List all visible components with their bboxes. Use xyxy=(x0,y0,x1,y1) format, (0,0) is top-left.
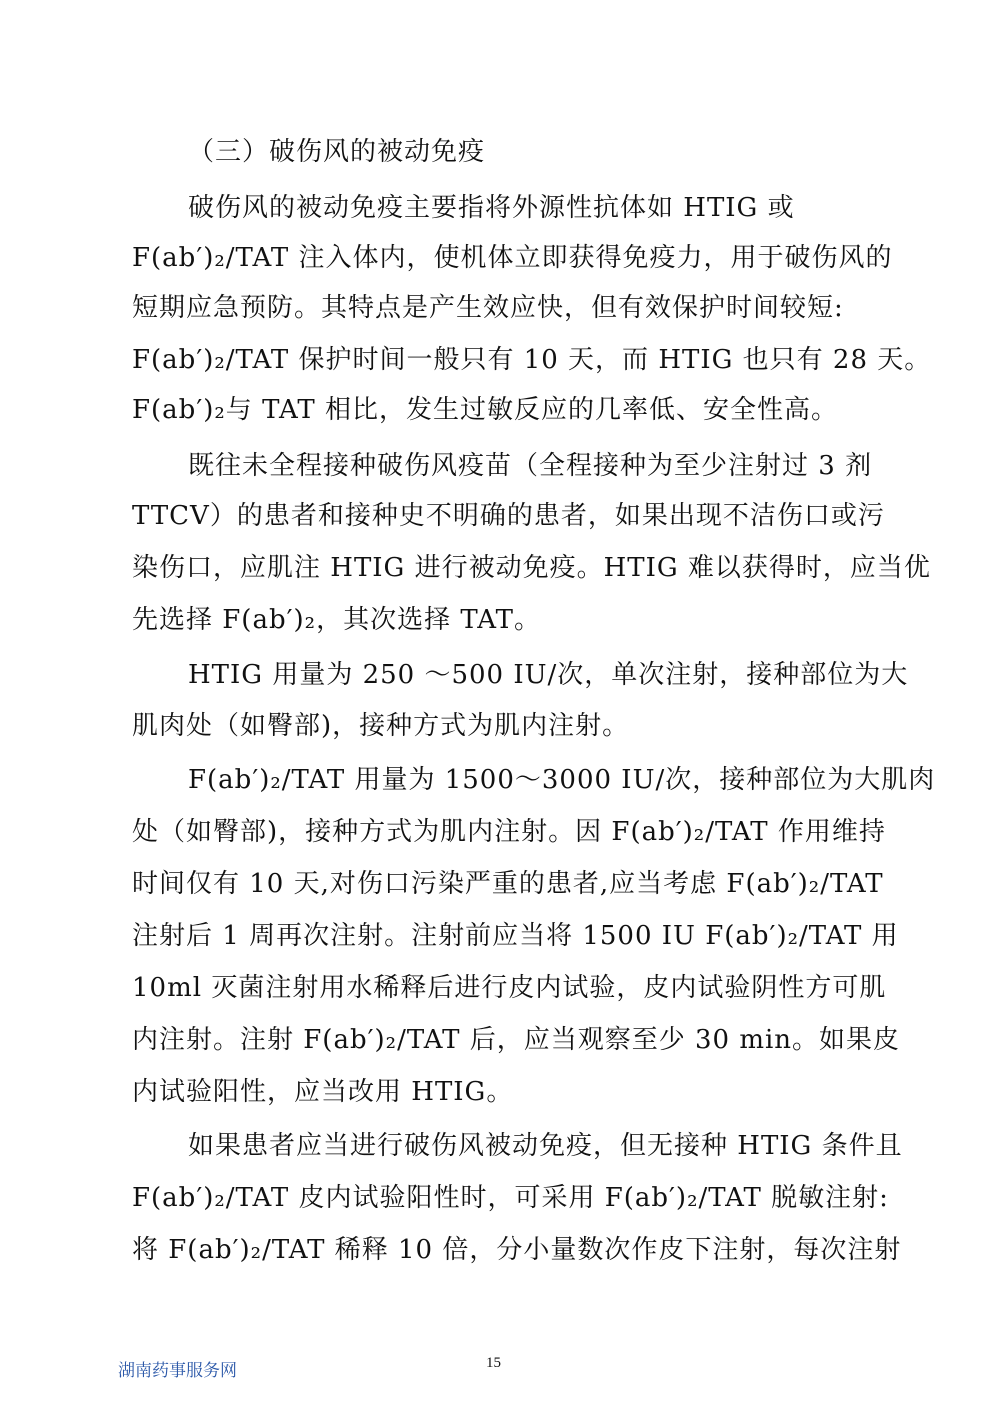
paragraph-line: 注射后 1 周再次注射。注射前应当将 1500 IU F(ab′)₂/TAT 用 xyxy=(132,921,899,951)
paragraph-line: F(ab′)₂/TAT 注入体内，使机体立即获得免疫力，用于破伤风的 xyxy=(132,243,893,273)
paragraph-line: 时间仅有 10 天,对伤口污染严重的患者,应当考虑 F(ab′)₂/TAT xyxy=(132,869,884,899)
paragraph-line: 既往未全程接种破伤风疫苗（全程接种为至少注射过 3 剂 xyxy=(188,451,873,481)
paragraph-line: 短期应急预防。其特点是产生效应快，但有效保护时间较短: xyxy=(132,293,844,323)
footer-site-name[interactable]: 湖南药事服务网 xyxy=(118,1361,237,1381)
paragraph-line: F(ab′)₂/TAT 皮内试验阳性时，可采用 F(ab′)₂/TAT 脱敏注射: xyxy=(132,1183,889,1213)
paragraph-line: 破伤风的被动免疫主要指将外源性抗体如 HTIG 或 xyxy=(188,193,795,223)
paragraph-line: 染伤口，应肌注 HTIG 进行被动免疫。HTIG 难以获得时，应当优 xyxy=(132,553,931,583)
paragraph-line: 处（如臀部)，接种方式为肌内注射。因 F(ab′)₂/TAT 作用维持 xyxy=(132,817,886,847)
paragraph-line: 内注射。注射 F(ab′)₂/TAT 后，应当观察至少 30 min。如果皮 xyxy=(132,1025,901,1055)
paragraph-line: 先选择 F(ab′)₂，其次选择 TAT。 xyxy=(132,605,541,635)
section-heading: （三）破伤风的被动免疫 xyxy=(188,137,486,167)
paragraph-line: F(ab′)₂/TAT 保护时间一般只有 10 天，而 HTIG 也只有 28 天。 xyxy=(132,345,932,375)
paragraph-line: 内试验阳性，应当改用 HTIG。 xyxy=(132,1077,514,1107)
paragraph-line: 肌肉处（如臀部)，接种方式为肌内注射。 xyxy=(132,711,630,741)
page-number: 15 xyxy=(486,1355,501,1371)
paragraph-line: 10ml 灭菌注射用水稀释后进行皮内试验，皮内试验阴性方可肌 xyxy=(132,973,887,1003)
paragraph-line: HTIG 用量为 250 ～500 IU/次，单次注射，接种部位为大 xyxy=(188,660,909,690)
paragraph-line: F(ab′)₂/TAT 用量为 1500～3000 IU/次，接种部位为大肌肉 xyxy=(188,765,936,795)
paragraph-line: TTCV）的患者和接种史不明确的患者，如果出现不洁伤口或污 xyxy=(132,501,885,531)
paragraph-line: F(ab′)₂与 TAT 相比，发生过敏反应的几率低、安全性高。 xyxy=(132,395,838,425)
paragraph-line: 将 F(ab′)₂/TAT 稀释 10 倍，分小量数次作皮下注射，每次注射 xyxy=(132,1235,902,1265)
paragraph-line: 如果患者应当进行破伤风被动免疫，但无接种 HTIG 条件且 xyxy=(188,1131,903,1161)
